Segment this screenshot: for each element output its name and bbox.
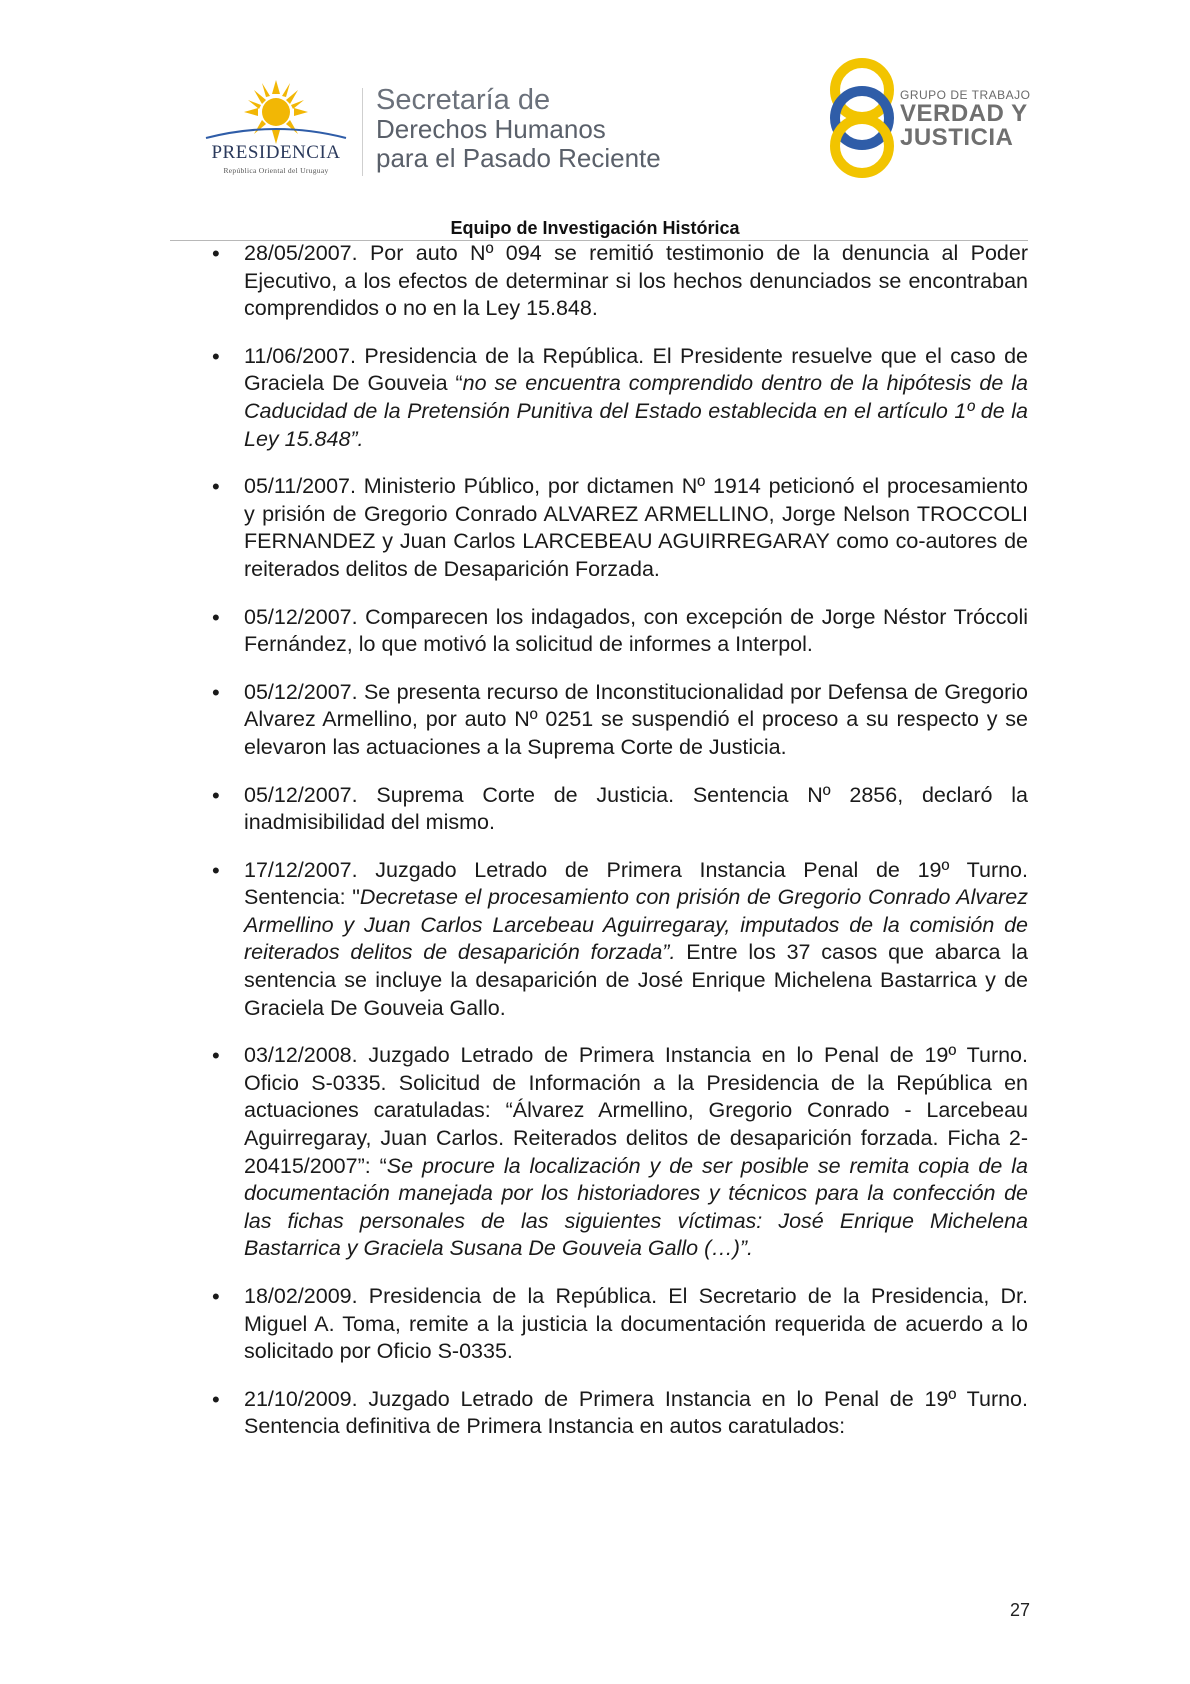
item-text: 05/12/2007. Se presenta recurso de Inconstitucionalidad por Defensa de Gregorio Alvarez Armellino, por auto Nº 0251 se suspendió el proceso a su respecto y se elevaron las actuaciones a la Suprema Corte de Justicia. [244, 679, 1028, 759]
item-quote: no se encuentra comprendido dentro de la hipótesis de la Caducidad de la Pretensión Punitiva del Estado establecida en el artículo 1º de la Ley 15.848”. [244, 371, 1028, 451]
bullet-icon: • [212, 474, 220, 500]
item-text: 05/12/2007. Comparecen los indagados, con excepción de Jorge Néstor Tróccoli Fernández, lo que motivó la solicitud de informes a Interpol. [244, 604, 1028, 657]
bullet-icon: • [212, 1284, 220, 1309]
list-item [208, 1042, 1028, 1263]
page-header [0, 0, 1190, 210]
event-list [208, 240, 1028, 1441]
item-text: 11/06/2007. Presidencia de la República. El Presidente resuelve que el caso de Graciela De Gouveia “ [244, 343, 1028, 396]
item-text: 17/12/2007. Juzgado Letrado de Primera Instancia Penal de 19º Turno. Sentencia: " [244, 857, 1028, 910]
chronology [208, 240, 1028, 1461]
list-item [208, 679, 1028, 762]
gtvj-line-2: JUSTICIA [900, 124, 1014, 151]
list-item [208, 473, 1028, 583]
presidencia-name: PRESIDENCIA [211, 142, 341, 163]
presidencia-subtitle: República Oriental del Uruguay [223, 166, 329, 175]
presidencia-logo [196, 80, 356, 175]
list-item [208, 782, 1028, 837]
team-heading: Equipo de Investigación Histórica [450, 218, 740, 238]
bullet-icon: • [212, 343, 220, 369]
item-text: 21/10/2009. Juzgado Letrado de Primera Instancia en lo Penal de 19º Turno. Sentencia definitiva de Primera Instancia en autos caratulados: [244, 1386, 1028, 1439]
item-text: 03/12/2008. Juzgado Letrado de Primera Instancia en lo Penal de 19º Turno. Oficio S-0335. Solicitud de Información a la Presidencia de la República en actuaciones caratuladas: “Álvarez Armellino, Gregorio Conrado - Larcebeau Aguirregaray, Juan Carlos. Reiterados delitos de desaparición forzada. Ficha 2-20415/2007”: “ [244, 1043, 1028, 1178]
logo-divider [362, 88, 363, 176]
list-item [208, 240, 1028, 323]
list-item [208, 857, 1028, 1023]
list-item [208, 343, 1028, 453]
sun-icon [196, 80, 356, 150]
verdad-justicia-text [900, 88, 1030, 150]
item-quote: Decretase el procesamiento con prisión de Gregorio Conrado Alvarez Armellino y Juan Carlos Larcebeau Aguirregaray, imputados de la comisión de reiterados delitos de desaparición forzada”. [244, 885, 1028, 965]
item-text-after: Entre los 37 casos que abarca la sentencia se incluye la desaparición de José Enrique Michelena Bastarrica y de Graciela De Gouveia Gallo. [244, 940, 1028, 1020]
list-item [208, 604, 1028, 659]
secretaria-line-1: Secretaría de [376, 84, 551, 116]
item-text: 18/02/2009. Presidencia de la República. El Secretario de la Presidencia, Dr. Miguel A. Toma, remite a la justicia la documentación requerida de acuerdo a lo solicitado por Oficio S-0335. [244, 1284, 1028, 1364]
secretaria-line-3: para el Pasado Reciente [376, 143, 661, 173]
gtvj-small: GRUPO DE TRABAJO [900, 88, 1031, 102]
secretaria-line-2: Derechos Humanos [376, 114, 606, 144]
page-number: 27 [1009, 1600, 1030, 1620]
verdad-justicia-rings-icon [822, 56, 902, 180]
item-text: 05/12/2007. Suprema Corte de Justicia. Sentencia Nº 2856, declaró la inadmisibilidad del mismo. [244, 782, 1028, 835]
bullet-icon: • [212, 1043, 220, 1069]
bullet-icon: • [212, 679, 220, 705]
secretaria-title [376, 86, 661, 173]
list-item [208, 1386, 1028, 1441]
bullet-icon: • [212, 1386, 220, 1412]
bullet-icon: • [212, 604, 220, 630]
item-text: 28/05/2007. Por auto Nº 094 se remitió testimonio de la denuncia al Poder Ejecutivo, a los efectos de determinar si los hechos denunciados se encontraban comprendidos o no en la Ley 15.848. [244, 241, 1028, 321]
bullet-icon: • [212, 241, 220, 266]
bullet-icon: • [212, 782, 220, 808]
item-quote: Se procure la localización y de ser posible se remita copia de la documentación manejada por los historiadores y técnicos para la confección de las fichas personales de las siguientes víctimas: José Enrique Michelena Bastarrica y Graciela Susana De Gouveia Gallo (…)”. [244, 1153, 1028, 1261]
bullet-icon: • [212, 857, 220, 883]
item-text: 05/11/2007. Ministerio Público, por dictamen Nº 1914 peticionó el procesamiento y prisión de Gregorio Conrado ALVAREZ ARMELLINO, Jorge Nelson TROCCOLI FERNANDEZ y Juan Carlos LARCEBEAU AGUIRREGARAY como co-autores de reiterados delitos de Desaparición Forzada. [244, 474, 1028, 581]
list-item [208, 1283, 1028, 1366]
gtvj-line-1: VERDAD Y [900, 100, 1028, 127]
